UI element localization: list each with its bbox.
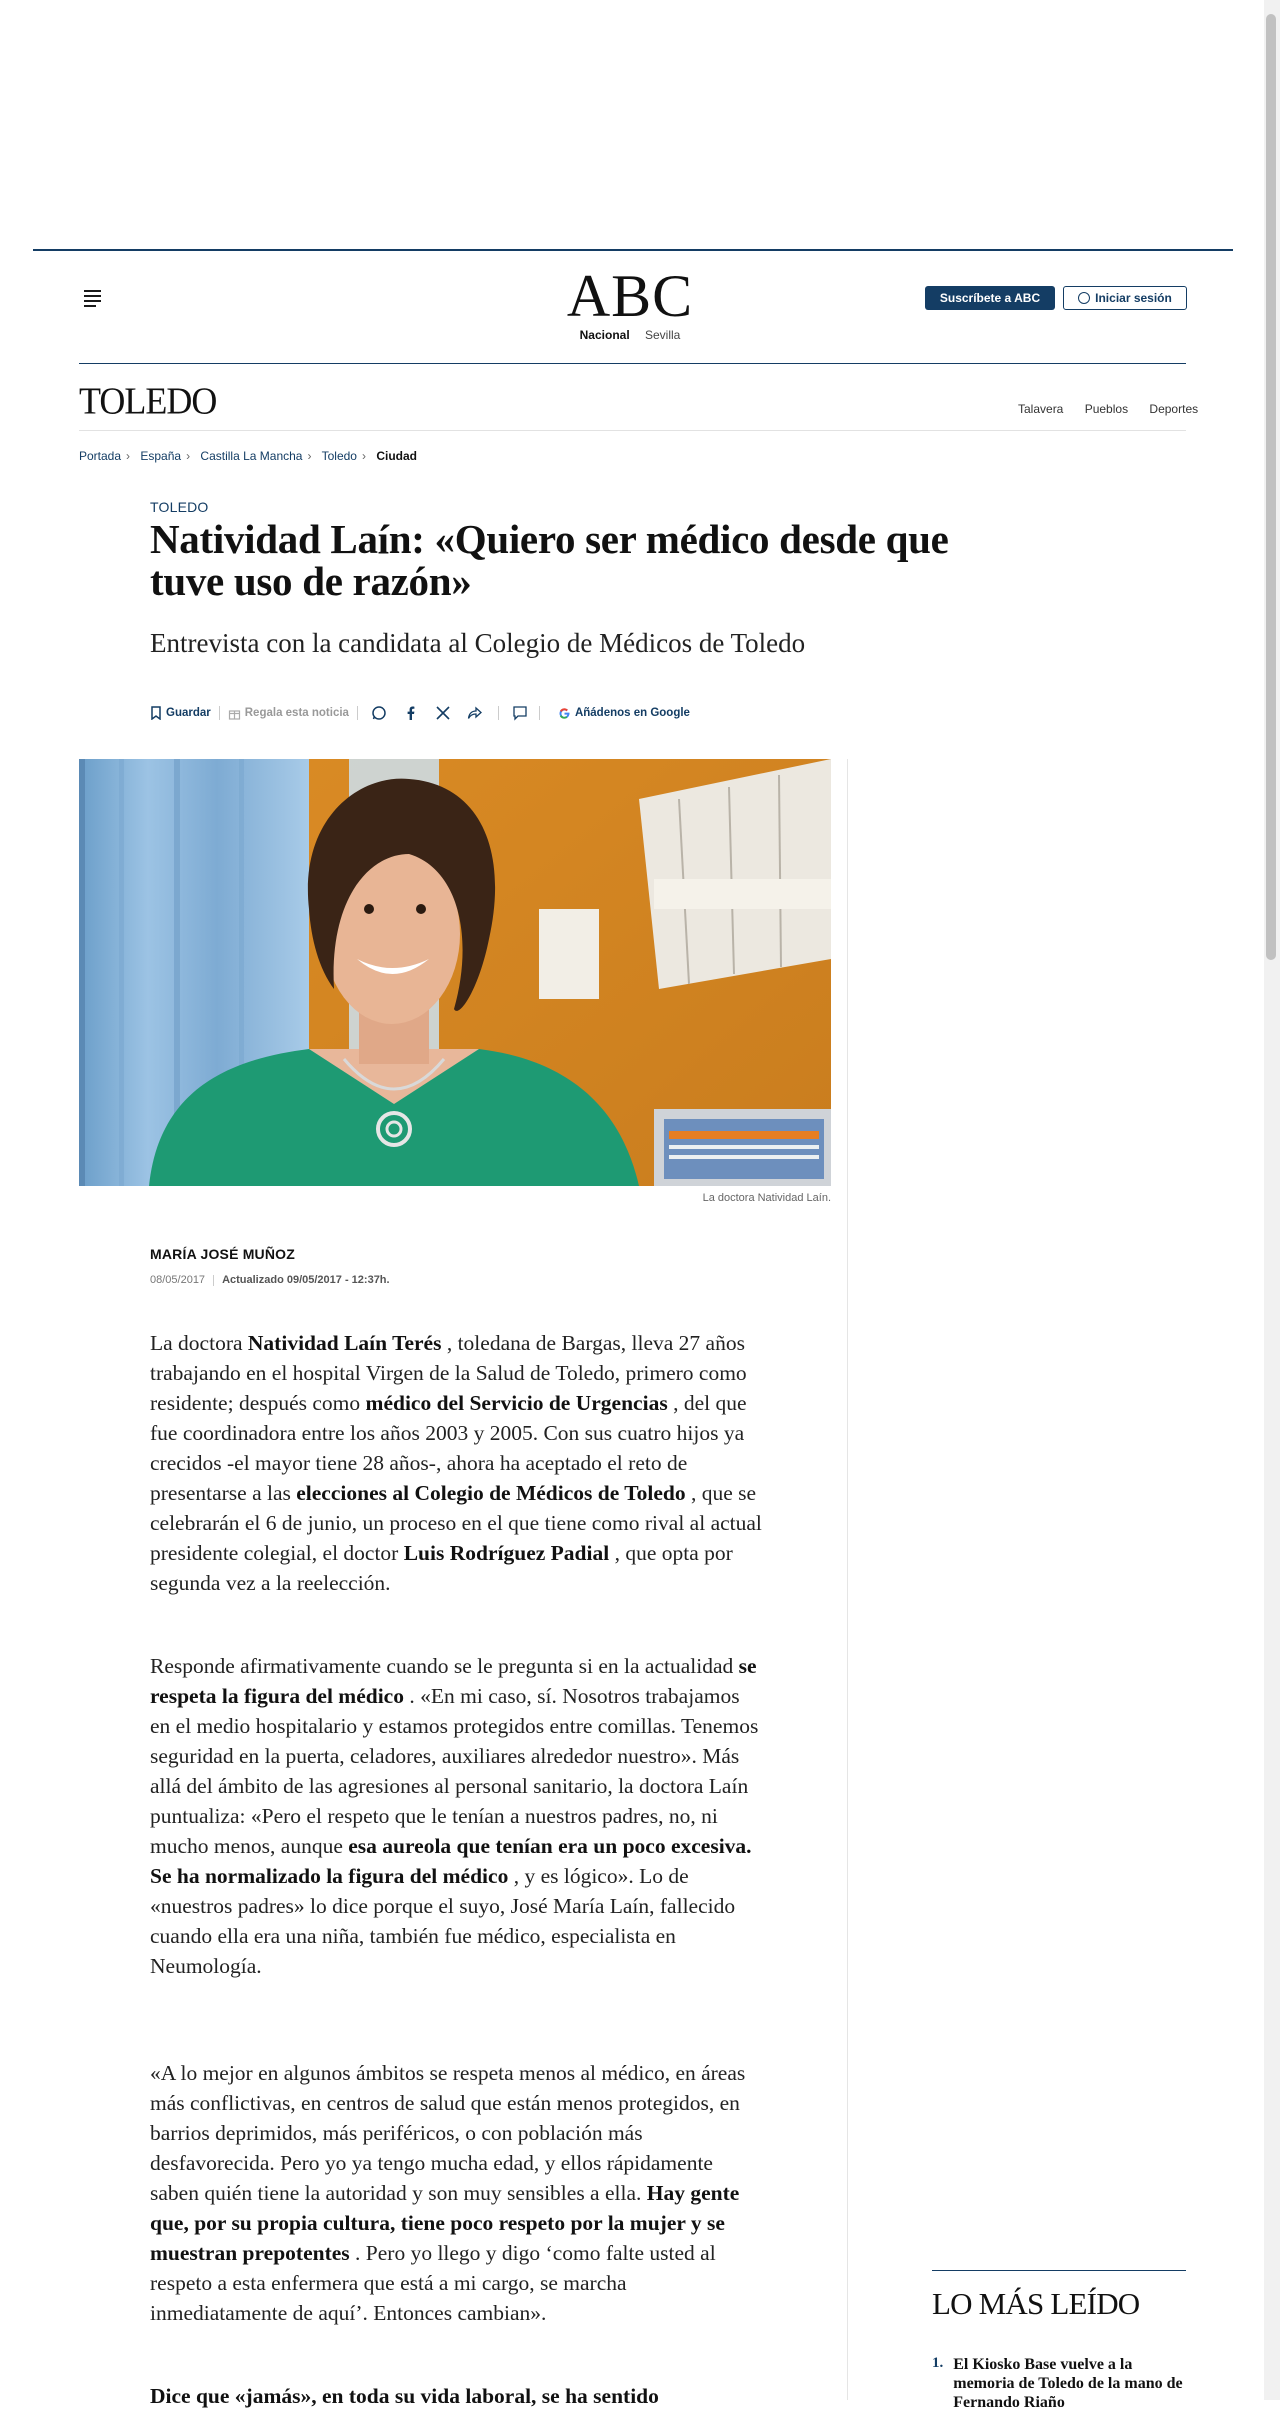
save-label: Guardar [166,707,211,719]
subscribe-button[interactable]: Suscríbete a ABC [925,286,1055,310]
article-paragraph: La doctora Natividad Laín Terés , toledana de Bargas, lleva 27 años trabajando en el hospital Virgen de la Salud de Toledo, primero como residente; después como médico del Servicio de Urgencias , del que fue coordinadora entre los años 2003 y 2005. Con sus cuatro hijos ya crecidos -el mayor tiene 28 años-, ahora ha aceptado el reto de presentarse a las elecciones al Colegio de Médicos de Toledo , que se celebrarán el 6 de junio, un proceso en el que tiene como rival al actual presidente colegial, el doctor Luis Rodríguez Padial , que opta por segunda vez a la reelección. [150,1331,762,1595]
edition-sevilla[interactable]: Sevilla [645,328,681,342]
section-nav-pueblos[interactable]: Pueblos [1084,402,1129,416]
article-paragraph: «A lo mejor en algunos ámbitos se respeta menos al médico, en áreas más conflictivas, en centros de salud que están menos protegidos, en barrios deprimidos, más periféricos, o con población más desfavorecida. Pero yo ya tengo mucha edad, y ellos rápidamente saben quién tiene la autoridad y son muy sensibles a ella. Hay gente que, por su propia cultura, tiene poco respeto por la mujer y se muestran prepotentes . Pero yo llego y digo ‘como falte usted al respeto a esta enfermera que está a mi cargo, se marcha inmediatamente de aquí’. Entonces cambian». [150,2061,746,2325]
breadcrumb-toledo[interactable]: Toledo [321,449,357,463]
chevron-right-icon: › [186,449,191,463]
x-twitter-icon[interactable] [434,704,452,722]
chevron-right-icon: › [307,449,312,463]
breadcrumb-current: Ciudad [376,449,417,463]
most-read-number: 1. [932,2355,944,2371]
google-label: Añádenos en Google [574,707,690,719]
header-rule [33,249,1233,251]
section-rule [79,363,1186,364]
article-kicker[interactable]: TOLEDO [150,499,209,515]
section-nav [1000,402,1198,416]
divider [79,430,1186,431]
most-read-link[interactable]: El Kiosko Base vuelve a la memoria de Toledo de la mano de Fernando Riaño [953,2356,1183,2411]
divider [539,706,540,720]
edition-nacional[interactable]: Nacional [579,328,630,342]
author-name[interactable]: MARÍA JOSÉ MUÑOZ [150,1246,296,1262]
edition-switcher [560,328,700,342]
chevron-right-icon: › [361,449,366,463]
chevron-right-icon: › [126,449,131,463]
article-paragraph: Dice que «jamás», en toda su vida laboral, se ha sentido [150,2384,659,2408]
divider [357,706,358,720]
updated-date: Actualizado 09/05/2017 - 12:37h. [222,1274,390,1286]
most-read-rule [932,2270,1186,2271]
ad-slot [0,0,1264,248]
share-bar [150,702,690,724]
login-button[interactable] [1063,286,1187,310]
gift-label: Regala esta noticia [244,707,349,719]
article-paragraph: Responde afirmativamente cuando se le pregunta si en la actualidad se respeta la figura del médico . «En mi caso, sí. Nosotros trabajamos en el medio hospitalario y estamos protegidos entre comillas. Tenemos seguridad en la puerta, celadores, auxiliares alrededor nuestro». Más allá del ámbito de las agresiones al personal sanitario, la doctora Laín puntualiza: «Pero el respeto que le tenían a nuestros padres, no, ni mucho menos, aunque esa aureola que tenían era un poco excesiva. Se ha normalizado la figura del médico , y es lógico». Lo de «nuestros padres» lo dice porque el suyo, José María Laín, fallecido cuando ella era una niña, también fue médico, especialista en Neumología. [150,1654,759,1978]
article-headline: Natividad Laín: «Quiero ser médico desde que tuve uso de razón» [150,516,949,604]
share-icon[interactable] [466,704,484,722]
section-title[interactable]: TOLEDO [79,380,217,422]
section-nav-talavera[interactable]: Talavera [1018,402,1064,416]
gift-article-button[interactable] [228,707,349,720]
facebook-icon[interactable] [402,704,420,722]
article-photo[interactable] [79,759,831,1186]
most-read-item[interactable] [932,2355,1186,2412]
whatsapp-icon[interactable] [370,704,388,722]
divider [498,706,499,720]
divider [219,706,220,720]
scrollbar-thumb[interactable] [1266,14,1276,960]
login-label: Iniciar sesión [1095,291,1172,305]
save-button[interactable] [150,706,211,720]
photo-caption: La doctora Natividad Laín. [702,1192,831,1204]
google-icon [558,707,571,720]
column-divider [847,759,848,2400]
article-subtitle: Entrevista con la candidata al Colegio de Médicos de Toledo [150,628,806,658]
breadcrumb [79,449,417,463]
most-read-title: LO MÁS LEÍDO [932,2286,1140,2321]
breadcrumb-espana[interactable]: España [140,449,182,463]
user-icon [1078,292,1090,304]
section-nav-deportes[interactable]: Deportes [1149,402,1199,416]
article-dates [150,1274,390,1286]
bookmark-icon [150,706,162,720]
divider [213,1275,214,1286]
add-google-button[interactable] [558,707,690,720]
hamburger-menu-icon[interactable] [82,287,104,309]
breadcrumb-portada[interactable]: Portada [79,449,122,463]
breadcrumb-castilla[interactable]: Castilla La Mancha [200,449,303,463]
abc-logo[interactable]: ABC [566,263,694,329]
comment-icon[interactable] [511,704,529,722]
published-date: 08/05/2017 [150,1274,206,1286]
gift-icon [228,707,241,720]
